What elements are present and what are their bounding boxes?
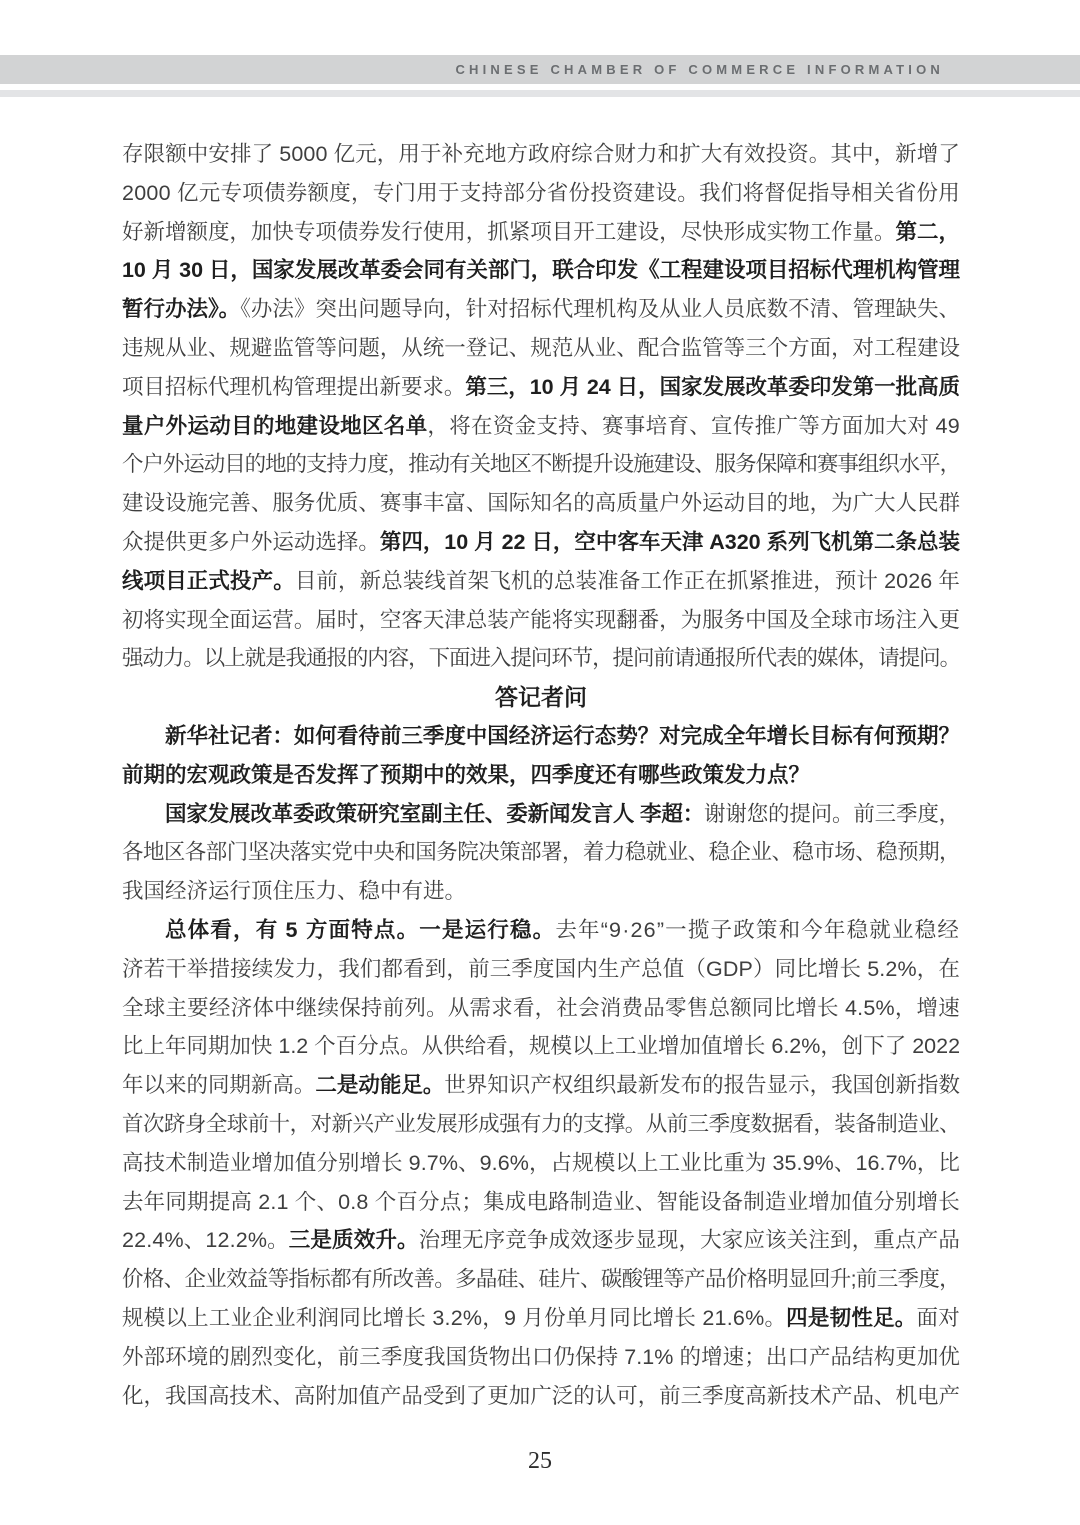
bold-text-segment: 量户外运动目的地建设地区名单 (122, 413, 428, 438)
text-line (122, 989, 960, 1028)
text-segment: 去年同期提高 2.1 个、0.8 个百分点；集成电路制造业、智能设备制造业增加值分别增长 (122, 1189, 960, 1214)
text-line (122, 1144, 960, 1183)
text-segment: 济若干举措接续发力，我们都看到，前三季度国内生产总值（GDP）同比增长 5.2%，在 (122, 956, 960, 981)
text-line-content (122, 1066, 960, 1105)
text-line (122, 1377, 960, 1416)
text-line (122, 445, 960, 484)
text-line (122, 290, 960, 329)
text-line-content (122, 329, 960, 368)
text-line (122, 639, 960, 678)
text-line (122, 251, 960, 290)
bold-text-segment: 国家发展改革委政策研究室副主任、委新闻发言人 李超： (165, 801, 705, 826)
bold-text-segment: 第二， (895, 219, 960, 244)
bold-text-segment: 第三，10 月 24 日，国家发展改革委印发第一批高质 (465, 374, 961, 399)
text-line-content (122, 989, 960, 1028)
text-line-content (122, 911, 960, 950)
text-line-content (122, 290, 960, 329)
text-line-content (122, 1027, 960, 1066)
text-segment: 个户外运动目的地的支持力度，推动有关地区不断提升设施建设、服务保障和赛事组织水平， (122, 452, 961, 477)
text-line-content (122, 135, 960, 174)
text-line-content (122, 1105, 960, 1144)
bold-text-segment: 新华社记者：如何看待前三季度中国经济运行态势？对完成全年增长目标有何预期？ (165, 723, 960, 748)
text-segment: 初将实现全面运营。届时，空客天津总装产能将实现翻番，为服务中国及全球市场注入更 (122, 607, 960, 632)
header-banner-thin-bar (0, 90, 1080, 97)
text-line (122, 135, 960, 174)
text-line (122, 1260, 960, 1299)
text-segment: 世界知识产权组织最新发布的报告显示，我国创新指数 (444, 1073, 960, 1098)
text-line (122, 1066, 960, 1105)
text-segment: 众提供更多户外运动选择。 (122, 529, 380, 554)
text-segment: 面对 (916, 1305, 960, 1330)
text-line-content (122, 523, 960, 562)
text-line-content (122, 251, 960, 290)
text-line-content (122, 1299, 960, 1338)
text-segment: 全球主要经济体中继续保持前列。从需求看，社会消费品零售总额同比增长 4.5%，增速 (122, 995, 961, 1020)
text-line (122, 484, 960, 523)
text-line-content (122, 445, 960, 484)
text-segment: ，将在资金支持、赛事培育、宣传推广等方面加大对 49 (427, 413, 961, 438)
text-line (122, 329, 960, 368)
text-line-content (122, 950, 960, 989)
text-segment: 好新增额度，加快专项债券发行使用，抓紧项目开工建设，尽快形成实物工作量。 (122, 219, 896, 244)
header-banner-bar (0, 55, 1080, 84)
header-banner-title: CHINESE CHAMBER OF COMMERCE INFORMATION (455, 62, 944, 77)
text-segment: 2000 亿元专项债券额度，专门用于支持部分省份投资建设。我们将督促指导相关省份用 (122, 180, 960, 205)
text-line (122, 756, 960, 795)
text-segment: 违规从业、规避监管等问题，从统一登记、规范从业、配合监管等三个方面，对工程建设 (122, 335, 960, 360)
text-line (122, 1027, 960, 1066)
text-segment: 《办法》突出问题导向，针对招标代理机构及从业人员底数不清、管理缺失、 (240, 297, 960, 322)
bold-text-segment: 暂行办法》。 (122, 297, 241, 322)
text-line-content (122, 872, 466, 911)
text-line-content (122, 1144, 960, 1183)
text-line (122, 872, 960, 911)
text-line (122, 1299, 960, 1338)
text-line-content (122, 717, 960, 756)
text-line (122, 717, 960, 756)
text-segment: 22.4%、12.2%。 (122, 1228, 289, 1253)
text-segment: 目前，新总装线首架飞机的总装准备工作正在抓紧推进，预计 2026 年 (294, 568, 960, 593)
text-segment: 比上年同期加快 1.2 个百分点。从供给看，规模以上工业增加值增长 6.2%，创下了 2022 (122, 1034, 961, 1059)
bold-text-segment: 二是动能足。 (315, 1073, 445, 1098)
bold-text-segment: 总体看，有 5 方面特点。一是运行稳。 (165, 917, 556, 942)
text-line (122, 368, 960, 407)
text-line (122, 213, 960, 252)
text-segment: 存限额中安排了 5000 亿元，用于补充地方政府综合财力和扩大有效投资。其中，新增了 (122, 142, 960, 166)
text-segment: 建设设施完善、服务优质、赛事丰富、国际知名的高质量户外运动目的地，为广大人民群 (122, 491, 960, 516)
text-line-content (122, 639, 960, 678)
bold-text-segment: 前期的宏观政策是否发挥了预期中的效果，四季度还有哪些政策发力点？ (122, 762, 811, 787)
text-line-content (122, 1377, 960, 1416)
text-line-content (122, 601, 960, 640)
page-number: 25 (528, 1448, 552, 1474)
text-segment: 项目招标代理机构管理提出新要求。 (122, 374, 466, 399)
text-segment: 各地区各部门坚决落实党中央和国务院决策部署，着力稳就业、稳企业、稳市场、稳预期， (122, 840, 961, 865)
text-segment: 化，我国高技术、高附加值产品受到了更加广泛的认可，前三季度高新技术产品、机电产 (122, 1383, 960, 1408)
text-line-content (122, 1260, 960, 1299)
text-line-content (122, 213, 960, 252)
text-line (122, 1221, 960, 1260)
text-line-content (122, 1221, 960, 1260)
text-segment: 价格、企业效益等指标都有所改善。多晶硅、硅片、碳酸锂等产品价格明显回升;前三季度， (122, 1267, 960, 1292)
text-segment: 强动力。以上就是我通报的内容，下面进入提问环节，提问前请通报所代表的媒体，请提问。 (122, 646, 961, 671)
text-segment: 谢谢您的提问。前三季度， (704, 801, 960, 826)
text-line (122, 562, 960, 601)
text-line-content (495, 678, 587, 717)
text-line-content (122, 756, 810, 795)
text-line-content (122, 368, 960, 407)
text-line-content (122, 833, 960, 872)
text-line-content (122, 795, 960, 834)
bold-text-segment: 答记者问 (495, 684, 587, 711)
bold-text-segment: 第四，10 月 22 日，空中客车天津 A320 系列飞机第二条总装 (379, 529, 960, 554)
text-line (122, 1338, 960, 1377)
bold-text-segment: 线项目正式投产。 (122, 568, 295, 593)
section-heading (122, 678, 960, 717)
text-line (122, 523, 960, 562)
text-line (122, 950, 960, 989)
bold-text-segment: 10 月 30 日，国家发展改革委会同有关部门，联合印发《工程建设项目招标代理机构管理 (122, 258, 960, 283)
document-body (122, 135, 960, 1415)
text-line (122, 601, 960, 640)
text-segment: 高技术制造业增加值分别增长 9.7%、9.6%，占规模以上工业比重为 35.9%、16.7%，比 (122, 1150, 961, 1175)
text-segment: 我国经济运行顶住压力、稳中有进。 (122, 879, 467, 904)
text-segment: 外部环境的剧烈变化，前三季度我国货物出口仍保持 7.1% 的增速；出口产品结构更加优 (122, 1344, 960, 1369)
text-segment: 去年“9·26”一揽子政策和今年稳就业稳经 (555, 917, 961, 942)
text-line-content (122, 407, 960, 446)
text-line (122, 833, 960, 872)
bold-text-segment: 四是韧性足。 (786, 1305, 917, 1330)
text-line-content (122, 1338, 960, 1377)
text-line-content (122, 562, 960, 601)
text-line-content (122, 1183, 960, 1222)
text-line (122, 911, 960, 950)
text-line-content (122, 174, 960, 213)
text-line-content (122, 484, 960, 523)
text-segment: 年以来的同期新高。 (122, 1073, 316, 1098)
text-segment: 首次跻身全球前十，对新兴产业发展形成强有力的支撑。从前三季度数据看，装备制造业、 (122, 1111, 961, 1136)
text-line (122, 1183, 960, 1222)
text-segment: 治理无序竞争成效逐步显现，大家应该关注到，重点产品 (418, 1228, 960, 1253)
text-line (122, 174, 960, 213)
text-line (122, 795, 960, 834)
text-segment: 规模以上工业企业利润同比增长 3.2%，9 月份单月同比增长 21.6%。 (122, 1305, 787, 1330)
bold-text-segment: 三是质效升。 (288, 1228, 419, 1253)
text-line (122, 407, 960, 446)
text-line (122, 1105, 960, 1144)
